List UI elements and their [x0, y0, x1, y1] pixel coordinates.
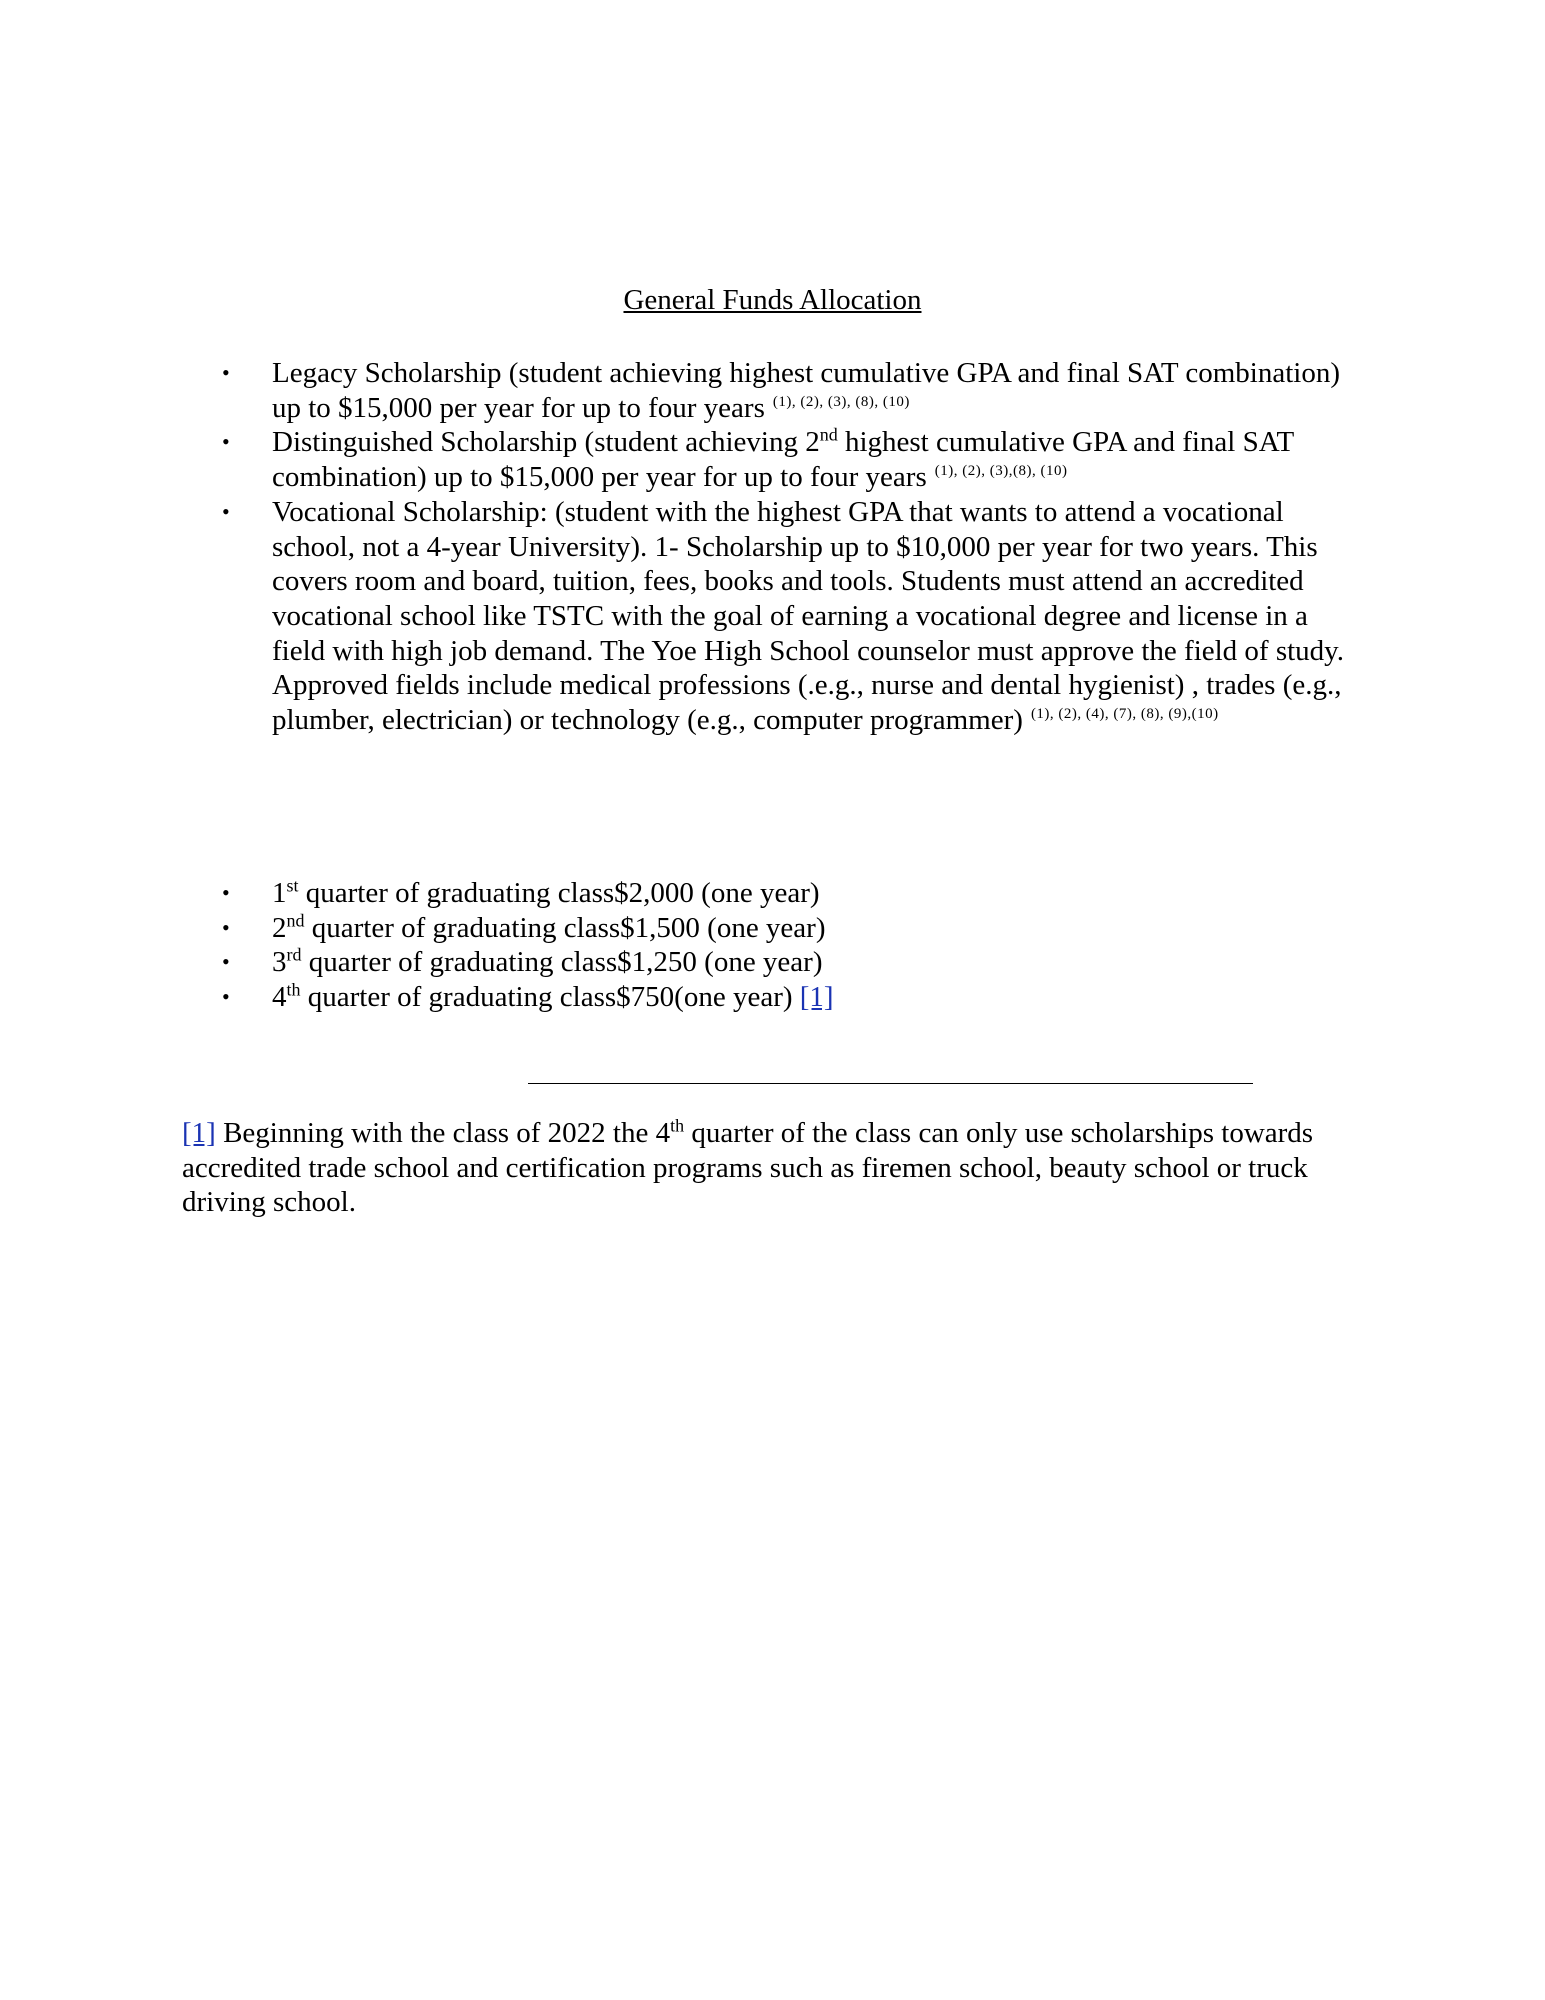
list-item-quarter-2	[0, 911, 1360, 946]
quarter-number: 4	[272, 981, 287, 1014]
quarter-award-text: quarter of graduating class$1,250 (one year)	[301, 946, 823, 979]
footnote	[182, 1116, 1372, 1220]
footnote-separator	[528, 1083, 1253, 1084]
legacy-scholarship-refs: (1), (2), (3), (8), (10)	[772, 394, 910, 411]
list-item-quarter-4	[0, 980, 1360, 1015]
bullet-icon: •	[222, 984, 230, 1010]
ordinal-suffix: st	[286, 875, 299, 896]
ordinal-suffix: th	[286, 979, 301, 1000]
bullet-icon: •	[222, 429, 230, 455]
list-item-vocational-scholarship	[0, 495, 1360, 738]
scholarship-list	[0, 356, 1360, 738]
footnote-reference-link[interactable]: [1]	[799, 981, 834, 1014]
legacy-scholarship-text: Legacy Scholarship (student achieving highest cumulative GPA and final SAT combination) up to $15,000 per year for up to four years	[272, 357, 1340, 424]
quarter-award-text: quarter of graduating class$2,000 (one year)	[298, 877, 820, 909]
quarter-award-list	[0, 876, 1360, 1015]
distinguished-scholarship-refs: (1), (2), (3),(8), (10)	[934, 463, 1068, 480]
list-item-legacy-scholarship	[0, 356, 1360, 425]
list-item-quarter-1	[0, 876, 1360, 911]
ordinal-suffix: nd	[286, 910, 305, 931]
vocational-scholarship-text: Vocational Scholarship: (student with the highest GPA that wants to attend a vocational school, not a 4-year University). 1- Scholarship up to $10,000 per year for two years. This covers room and board, tuition, fees, books and tools. Students must attend an accredited vocational school like TSTC with the goal of earning a vocational degree and license in a field with high job demand. The Yoe High School counselor must approve the field of study. Approved fields include medical professions (.e.g., nurse and dental hygienist) , trades (e.g., plumber, electrician) or technology (e.g., computer programmer)	[272, 495, 1345, 737]
ordinal-suffix: nd	[819, 424, 838, 445]
footnote-text-start: Beginning with the class of 2022 the 4	[215, 1117, 671, 1149]
distinguished-scholarship-text-start: Distinguished Scholarship (student achieving 2	[272, 426, 820, 459]
quarter-number: 2	[272, 911, 287, 944]
footnote-backlink[interactable]: [1]	[182, 1117, 216, 1149]
bullet-icon: •	[222, 880, 230, 905]
vocational-scholarship-refs: (1), (2), (4), (7), (8), (9),(10)	[1030, 706, 1219, 723]
ordinal-suffix: rd	[286, 944, 302, 965]
footnote-text-end: quarter of the class can only use scholarships towards accredited trade school and certification programs such as firemen school, beauty school or truck driving school.	[182, 1117, 1314, 1219]
list-item-quarter-3	[0, 945, 1360, 980]
quarter-number: 1	[272, 877, 287, 909]
bullet-icon: •	[222, 360, 230, 385]
bullet-icon: •	[222, 949, 230, 975]
distinguished-scholarship-text-end: highest cumulative GPA and final SAT combination) up to $15,000 per year for up to four years	[272, 426, 1294, 494]
ordinal-suffix: th	[670, 1115, 685, 1136]
quarter-award-text: quarter of graduating class$1,500 (one year)	[304, 911, 826, 944]
bullet-icon: •	[222, 498, 230, 524]
bullet-icon: •	[222, 914, 230, 940]
list-item-distinguished-scholarship	[0, 425, 1360, 494]
quarter-award-text: quarter of graduating class$750(one year)	[300, 981, 793, 1014]
page-title: General Funds Allocation	[623, 284, 922, 316]
quarter-number: 3	[272, 946, 287, 979]
